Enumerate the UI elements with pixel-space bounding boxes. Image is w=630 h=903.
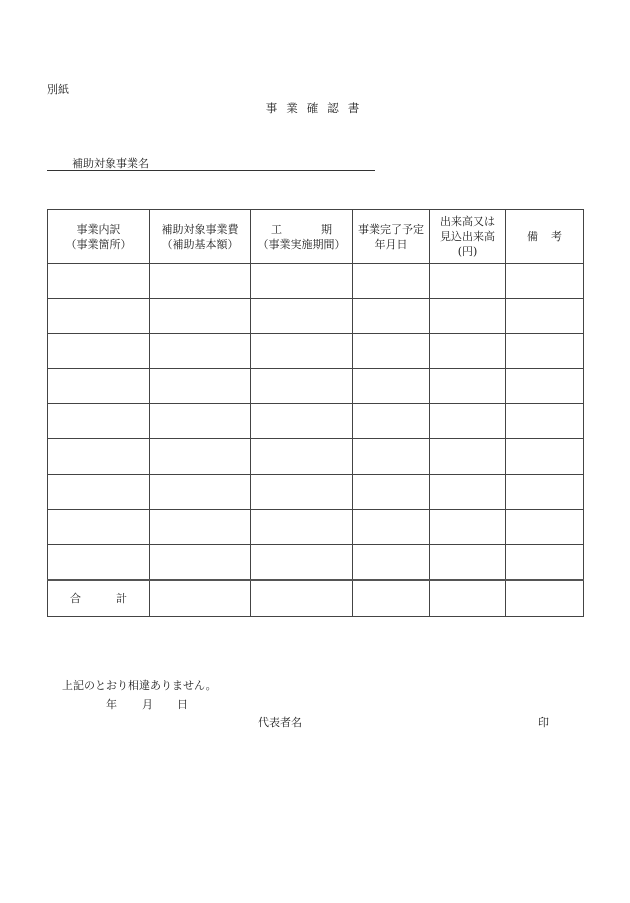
table-cell[interactable] xyxy=(150,544,251,580)
table-cell[interactable] xyxy=(150,474,251,509)
table-cell[interactable] xyxy=(48,264,150,299)
table-cell[interactable] xyxy=(48,334,150,369)
total-cell[interactable] xyxy=(506,580,584,617)
table-cell[interactable] xyxy=(48,439,150,474)
table-cell[interactable] xyxy=(251,544,353,580)
table-cell[interactable] xyxy=(150,439,251,474)
header-remarks: 備 考 xyxy=(506,210,584,264)
table-cell[interactable] xyxy=(506,299,584,334)
date-year-label: 年 xyxy=(106,698,117,711)
table-row xyxy=(48,299,584,334)
table-cell[interactable] xyxy=(251,369,353,404)
table-row xyxy=(48,369,584,404)
table-cell[interactable] xyxy=(251,474,353,509)
table-cell[interactable] xyxy=(430,299,506,334)
header-output-amount: 出来高又は 見込出来高 (円) xyxy=(430,210,506,264)
table-cell[interactable] xyxy=(506,369,584,404)
table-cell[interactable] xyxy=(251,299,353,334)
table-cell[interactable] xyxy=(353,474,430,509)
total-cell[interactable] xyxy=(251,580,353,617)
table-cell[interactable] xyxy=(353,509,430,544)
table-cell[interactable] xyxy=(48,404,150,439)
table-cell[interactable] xyxy=(353,299,430,334)
table-cell[interactable] xyxy=(48,299,150,334)
table-cell[interactable] xyxy=(48,474,150,509)
table-cell[interactable] xyxy=(48,544,150,580)
table-row xyxy=(48,439,584,474)
table-cell[interactable] xyxy=(353,544,430,580)
table-row xyxy=(48,404,584,439)
project-name-label: 補助対象事業名 xyxy=(72,157,149,170)
table-row xyxy=(48,544,584,580)
table-row xyxy=(48,509,584,544)
table-cell[interactable] xyxy=(430,474,506,509)
table-cell[interactable] xyxy=(506,474,584,509)
table-cell[interactable] xyxy=(430,334,506,369)
table-cell[interactable] xyxy=(48,369,150,404)
total-label: 合 計 xyxy=(48,580,150,617)
table-cell[interactable] xyxy=(150,509,251,544)
total-cell[interactable] xyxy=(150,580,251,617)
confirmation-statement: 上記のとおり相違ありません。 xyxy=(62,679,217,692)
header-completion-date: 事業完了予定 年月日 xyxy=(353,210,430,264)
table-row xyxy=(48,264,584,299)
representative-name-label: 代表者名 xyxy=(258,716,302,729)
table-body xyxy=(48,264,584,617)
table-cell[interactable] xyxy=(506,509,584,544)
table-cell[interactable] xyxy=(430,264,506,299)
table-cell[interactable] xyxy=(48,509,150,544)
table-cell[interactable] xyxy=(150,264,251,299)
table-cell[interactable] xyxy=(251,509,353,544)
table-cell[interactable] xyxy=(353,404,430,439)
table-cell[interactable] xyxy=(251,264,353,299)
table-cell[interactable] xyxy=(430,439,506,474)
total-cell[interactable] xyxy=(430,580,506,617)
table-cell[interactable] xyxy=(430,369,506,404)
table-cell[interactable] xyxy=(150,299,251,334)
table-cell[interactable] xyxy=(506,334,584,369)
table-row xyxy=(48,334,584,369)
table-cell[interactable] xyxy=(506,404,584,439)
table-cell[interactable] xyxy=(150,404,251,439)
header-breakdown: 事業内訳 （事業箇所） xyxy=(48,210,150,264)
table-cell[interactable] xyxy=(353,369,430,404)
date-day-label: 日 xyxy=(177,698,188,711)
table-cell[interactable] xyxy=(430,544,506,580)
table-cell[interactable] xyxy=(150,369,251,404)
header-project-cost: 補助対象事業費 （補助基本額） xyxy=(150,210,251,264)
table-cell[interactable] xyxy=(506,264,584,299)
project-name-field[interactable] xyxy=(47,170,375,171)
attachment-label: 別紙 xyxy=(47,83,69,96)
table-cell[interactable] xyxy=(251,334,353,369)
confirmation-table xyxy=(47,209,584,617)
table-cell[interactable] xyxy=(506,439,584,474)
seal-mark-label: 印 xyxy=(538,716,549,729)
table-cell[interactable] xyxy=(353,334,430,369)
table-cell[interactable] xyxy=(251,439,353,474)
table-cell[interactable] xyxy=(150,334,251,369)
date-month-label: 月 xyxy=(142,698,153,711)
table-header-row xyxy=(48,210,584,264)
table-row xyxy=(48,474,584,509)
table-cell[interactable] xyxy=(353,264,430,299)
total-cell[interactable] xyxy=(353,580,430,617)
document-title: 事業確認書 xyxy=(265,101,369,115)
table-cell[interactable] xyxy=(353,439,430,474)
table-cell[interactable] xyxy=(506,544,584,580)
header-period: 工 期 （事業実施期間） xyxy=(251,210,353,264)
table-cell[interactable] xyxy=(251,404,353,439)
table-cell[interactable] xyxy=(430,509,506,544)
table-cell[interactable] xyxy=(430,404,506,439)
total-row xyxy=(48,580,584,617)
